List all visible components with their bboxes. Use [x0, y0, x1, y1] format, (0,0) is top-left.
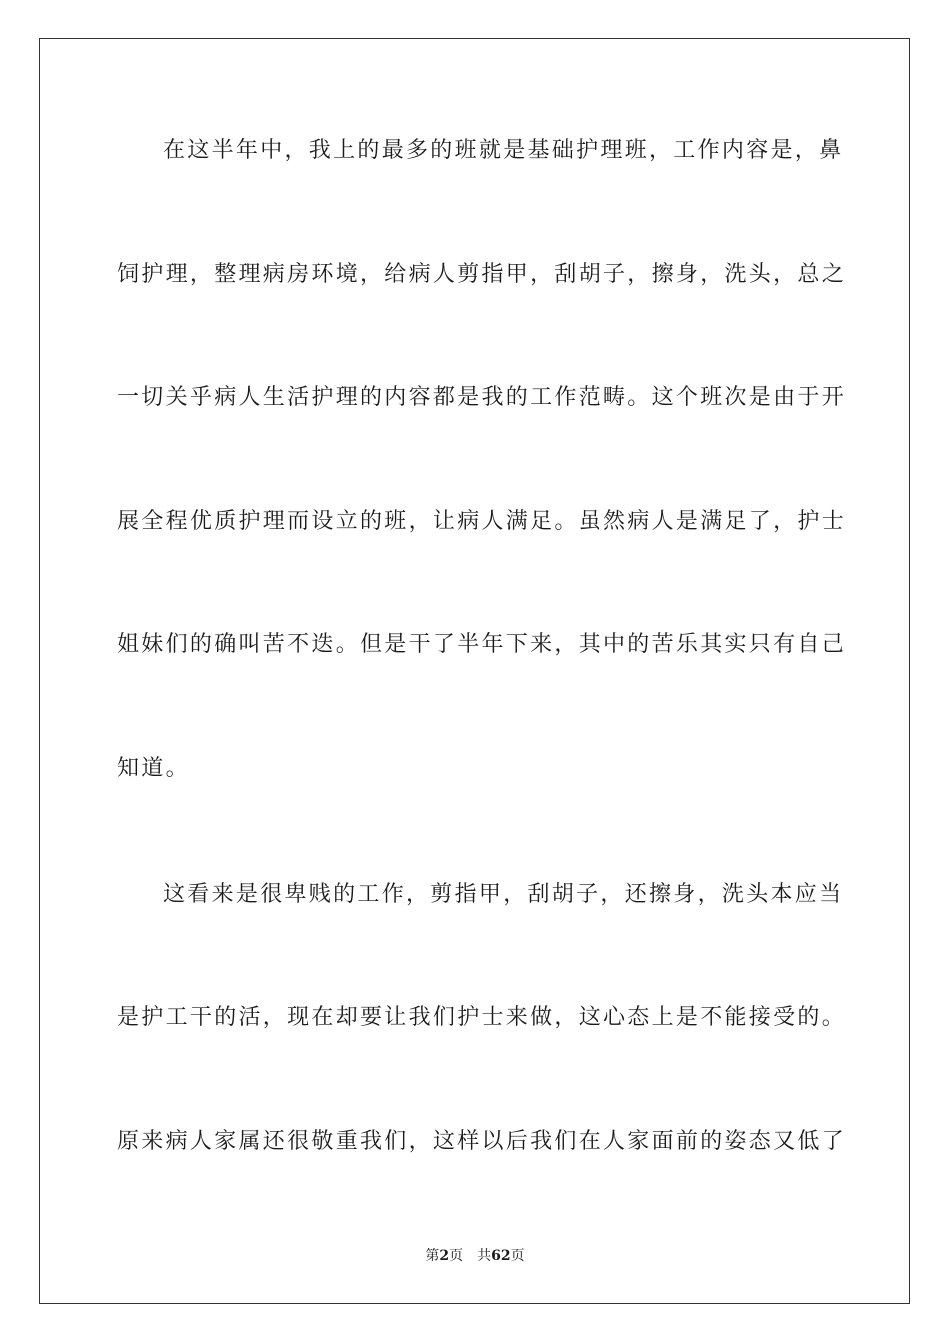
paragraph-2-line-3: 原来病人家属还很敬重我们，这样以后我们在人家面前的姿态又低了 — [117, 1129, 847, 1154]
paragraph-1-line-5: 姐妹们的确叫苦不迭。但是干了半年下来，其中的苦乐其实只有自己 — [117, 632, 847, 657]
paragraph-1-line-3: 一切关乎病人生活护理的内容都是我的工作范畴。这个班次是由于开 — [117, 385, 847, 410]
paragraph-1-line-2: 饲护理，整理病房环境，给病人剪指甲，刮胡子，擦身，洗头，总之 — [117, 262, 847, 287]
paragraph-1-line-4: 展全程优质护理而设立的班，让病人满足。虽然病人是满足了，护士 — [117, 509, 847, 534]
paragraph-2-line-1: 这看来是很卑贱的工作，剪指甲，刮胡子，还擦身，洗头本应当 — [163, 882, 844, 907]
footer-total-prefix: 共 — [477, 1248, 492, 1264]
paragraph-2-line-2: 是护工干的活，现在却要让我们护士来做，这心态上是不能接受的。 — [117, 1005, 847, 1030]
footer-page-number: 2 — [439, 1248, 450, 1264]
footer-page-prefix: 第 — [425, 1248, 440, 1264]
page-border — [39, 38, 910, 1304]
footer-page-suffix: 页 — [449, 1248, 464, 1264]
paragraph-1-line-6: 知道。 — [117, 756, 190, 781]
page-footer — [0, 1246, 950, 1266]
footer-total-number: 62 — [491, 1248, 511, 1264]
paragraph-1-line-1: 在这半年中，我上的最多的班就是基础护理班，工作内容是，鼻 — [163, 138, 844, 163]
footer-total-suffix: 页 — [510, 1248, 525, 1264]
